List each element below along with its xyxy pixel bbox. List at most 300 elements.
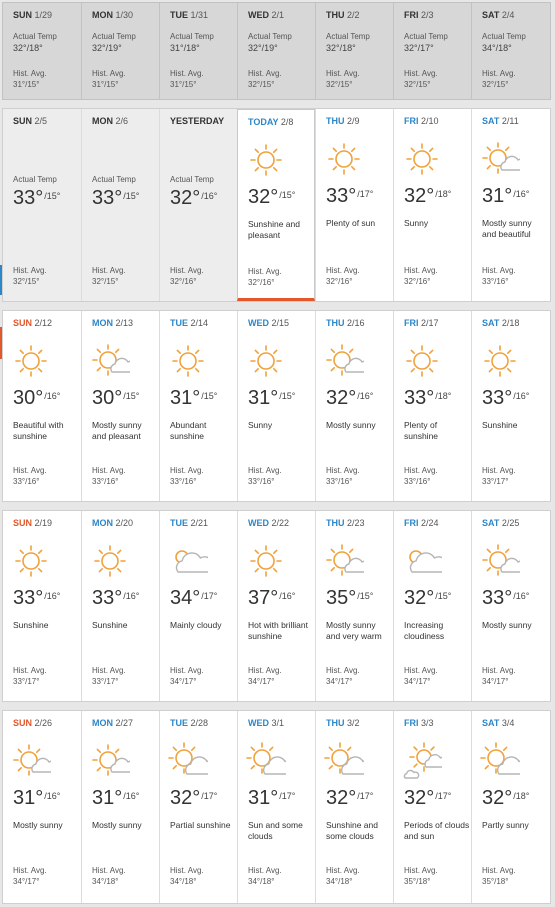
day-cell[interactable] xyxy=(81,3,159,99)
hist-avg-label: Hist. Avg. xyxy=(13,266,47,275)
low-temp: /16° xyxy=(513,591,530,601)
forecast-description: Partly sunny xyxy=(482,820,529,830)
hist-avg-value: 34°/17° xyxy=(404,677,431,686)
day-name: THU xyxy=(326,10,345,20)
day-date: 2/4 xyxy=(501,10,515,20)
hist-avg-label: Hist. Avg. xyxy=(326,666,360,675)
sun-icon xyxy=(11,541,51,581)
mostly-cloudy-icon xyxy=(168,541,208,581)
day-cell[interactable] xyxy=(471,311,550,501)
high-temp: 32° xyxy=(404,185,435,207)
day-cell[interactable] xyxy=(471,3,550,99)
day-cell[interactable] xyxy=(159,311,237,501)
low-temp: /15° xyxy=(201,391,218,401)
hist-avg-label: Hist. Avg. xyxy=(92,666,126,675)
forecast-description: Mostly sunny and very warm xyxy=(326,620,382,641)
mostly-sunny-icon xyxy=(324,341,364,381)
high-temp: 31° xyxy=(92,787,123,809)
high-temp: 33° xyxy=(482,387,513,409)
high-temp: 33° xyxy=(326,185,357,207)
hist-avg-label: Hist. Avg. xyxy=(92,266,126,275)
day-cell[interactable] xyxy=(315,109,393,301)
week-row-1 xyxy=(2,2,551,100)
week-row-5 xyxy=(2,710,551,904)
hist-avg-value: 31°/15° xyxy=(13,80,40,89)
low-temp: /18° xyxy=(435,391,452,401)
high-temp: 35° xyxy=(326,587,357,609)
day-cell[interactable] xyxy=(159,511,237,701)
day-date: 2/16 xyxy=(347,318,365,328)
hist-avg-label: Hist. Avg. xyxy=(404,666,438,675)
low-temp: /17° xyxy=(357,791,374,801)
high-temp: 31° xyxy=(13,787,44,809)
low-temp: /15° xyxy=(279,391,296,401)
actual-temp-label: Actual Temp xyxy=(170,175,214,184)
day-date: 2/1 xyxy=(271,10,285,20)
forecast-description: Hot with brilliant sunshine xyxy=(248,620,308,641)
day-cell[interactable] xyxy=(315,511,393,701)
day-date: 2/18 xyxy=(501,318,520,328)
actual-temp-label: Actual Temp xyxy=(326,32,370,41)
day-date: 2/13 xyxy=(115,318,134,328)
actual-temp-label: Actual Temp xyxy=(482,32,526,41)
hist-avg-label: Hist. Avg. xyxy=(13,69,47,78)
day-date: 2/12 xyxy=(34,318,53,328)
hist-avg-value: 34°/17° xyxy=(170,677,197,686)
sun-icon xyxy=(168,341,208,381)
hist-avg-value: 33°/16° xyxy=(248,477,275,486)
day-date: 2/25 xyxy=(501,518,520,528)
day-date: 2/19 xyxy=(34,518,53,528)
day-date: 3/2 xyxy=(347,718,360,728)
high-temp: 31° xyxy=(482,185,513,207)
day-cell[interactable] xyxy=(393,109,471,301)
day-name: SUN xyxy=(13,718,33,728)
low-temp: /15° xyxy=(357,591,374,601)
day-cell[interactable] xyxy=(393,311,471,501)
hist-avg-value: 32°/15° xyxy=(404,80,431,89)
high-temp: 37° xyxy=(248,587,279,609)
partly-sunny-icon xyxy=(480,741,520,781)
day-date: 1/29 xyxy=(34,10,53,20)
low-temp: /16° xyxy=(44,591,61,601)
hist-avg-label: Hist. Avg. xyxy=(248,866,282,875)
hist-avg-label: Hist. Avg. xyxy=(404,69,438,78)
sun-icon xyxy=(480,341,520,381)
day-date: 2/2 xyxy=(347,10,360,20)
hist-avg-label: Hist. Avg. xyxy=(326,466,360,475)
day-name: SAT xyxy=(482,116,500,126)
hist-avg-value: 33°/16° xyxy=(404,477,431,486)
high-temp: 32° xyxy=(170,787,201,809)
actual-temp-label: Actual Temp xyxy=(248,32,292,41)
day-name: SUN xyxy=(13,116,33,126)
day-cell[interactable] xyxy=(3,511,81,701)
day-cell[interactable] xyxy=(81,311,159,501)
actual-temp-label: Actual Temp xyxy=(404,32,448,41)
hist-avg-value: 35°/18° xyxy=(482,877,509,886)
day-date: 2/21 xyxy=(190,518,209,528)
day-cell[interactable] xyxy=(471,711,550,903)
high-temp: 31° xyxy=(248,387,279,409)
hist-avg-label: Hist. Avg. xyxy=(92,69,126,78)
day-name: THU xyxy=(326,718,345,728)
mostly-sunny-icon xyxy=(11,741,51,781)
actual-temp-label: Actual Temp xyxy=(170,32,214,41)
forecast-description: Periods of clouds and sun xyxy=(404,820,470,841)
day-cell[interactable] xyxy=(315,3,393,99)
low-temp: /15° xyxy=(123,191,140,201)
high-temp: 33° xyxy=(13,587,44,609)
hist-avg-label: Hist. Avg. xyxy=(248,466,282,475)
low-temp: /16° xyxy=(279,591,296,601)
hist-avg-value: 31°/15° xyxy=(92,80,119,89)
day-date: 2/3 xyxy=(421,10,434,20)
high-temp: 31° xyxy=(170,387,201,409)
forecast-description: Abundant sunshine xyxy=(170,420,207,441)
day-cell[interactable] xyxy=(3,109,81,301)
forecast-description: Mostly sunny xyxy=(92,820,142,830)
sun-icon xyxy=(402,341,442,381)
partly-sunny-icon xyxy=(324,741,364,781)
high-temp: 32° xyxy=(326,787,357,809)
forecast-description: Mostly sunny xyxy=(326,420,376,430)
week-row-4 xyxy=(2,510,551,702)
day-name: WED xyxy=(248,318,269,328)
day-cell[interactable] xyxy=(471,511,550,701)
hist-avg-label: Hist. Avg. xyxy=(482,866,516,875)
forecast-description: Mostly sunny and beautiful xyxy=(482,218,532,239)
hist-avg-value: 32°/16° xyxy=(248,278,275,287)
day-name: TUE xyxy=(170,718,188,728)
hist-avg-label: Hist. Avg. xyxy=(482,666,516,675)
hist-avg-value: 34°/18° xyxy=(326,877,353,886)
day-cell[interactable] xyxy=(471,109,550,301)
day-name: FRI xyxy=(404,518,419,528)
day-date: 2/26 xyxy=(34,718,53,728)
forecast-description: Sunshine xyxy=(92,620,128,630)
day-date: 1/30 xyxy=(115,10,134,20)
day-cell[interactable] xyxy=(393,711,471,903)
forecast-description: Sunshine xyxy=(482,420,518,430)
day-name: TUE xyxy=(170,10,188,20)
sun-icon xyxy=(11,341,51,381)
hist-avg-label: Hist. Avg. xyxy=(13,466,47,475)
hist-avg-value: 33°/16° xyxy=(482,277,509,286)
day-cell[interactable] xyxy=(315,711,393,903)
day-cell[interactable] xyxy=(3,3,81,99)
high-temp: 30° xyxy=(13,387,44,409)
day-cell[interactable] xyxy=(81,511,159,701)
hist-avg-label: Hist. Avg. xyxy=(170,866,204,875)
sun-icon xyxy=(246,341,286,381)
hist-avg-value: 32°/15° xyxy=(248,80,275,89)
low-temp: /16° xyxy=(513,189,530,199)
forecast-description: Mostly sunny xyxy=(13,820,63,830)
day-name: THU xyxy=(326,318,345,328)
low-temp: /17° xyxy=(357,189,374,199)
hist-avg-value: 32°/15° xyxy=(326,80,353,89)
day-date: 3/3 xyxy=(421,718,434,728)
day-name: WED xyxy=(248,718,269,728)
low-temp: /16° xyxy=(44,791,61,801)
hist-avg-value: 32°/16° xyxy=(170,277,197,286)
mostly-cloudy-icon xyxy=(402,541,442,581)
hist-avg-value: 33°/16° xyxy=(170,477,197,486)
day-name: SAT xyxy=(482,518,500,528)
day-name: MON xyxy=(92,116,113,126)
hist-avg-label: Hist. Avg. xyxy=(326,266,360,275)
hist-avg-value: 33°/16° xyxy=(326,477,353,486)
day-cell[interactable] xyxy=(393,3,471,99)
hist-avg-label: Hist. Avg. xyxy=(13,666,47,675)
sun-icon xyxy=(246,541,286,581)
forecast-description: Sunshine and pleasant xyxy=(248,219,300,240)
mostly-sunny-icon xyxy=(90,341,130,381)
hist-avg-value: 34°/17° xyxy=(482,677,509,686)
day-name: WED xyxy=(248,518,269,528)
day-cell[interactable] xyxy=(159,3,237,99)
day-cell[interactable] xyxy=(3,711,81,903)
hist-avg-label: Hist. Avg. xyxy=(404,466,438,475)
day-name: MON xyxy=(92,318,113,328)
day-date: 2/28 xyxy=(190,718,209,728)
forecast-description: Mostly sunny and pleasant xyxy=(92,420,142,441)
day-name: SAT xyxy=(482,10,500,20)
low-temp: /15° xyxy=(435,591,452,601)
hist-avg-value: 34°/18° xyxy=(170,877,197,886)
high-temp: 33° xyxy=(404,387,435,409)
day-name: FRI xyxy=(404,10,419,20)
day-cell[interactable] xyxy=(237,311,315,501)
hist-avg-value: 34°/17° xyxy=(326,677,353,686)
hist-avg-value: 34°/17° xyxy=(13,877,40,886)
day-date: 2/8 xyxy=(280,117,294,127)
hist-avg-label: Hist. Avg. xyxy=(170,69,204,78)
high-temp: 32° xyxy=(404,587,435,609)
high-temp: 32° xyxy=(248,186,279,208)
day-name: FRI xyxy=(404,318,419,328)
forecast-description: Partial sunshine xyxy=(170,820,231,830)
hist-avg-label: Hist. Avg. xyxy=(482,266,516,275)
sun-icon xyxy=(246,140,286,180)
forecast-description: Sunshine and some clouds xyxy=(326,820,378,841)
actual-temp: 32°/19° xyxy=(92,43,122,53)
high-temp: 32° xyxy=(482,787,513,809)
week-row-2 xyxy=(2,108,551,302)
forecast-description: Plenty of sun xyxy=(326,218,376,228)
mostly-sunny-icon xyxy=(480,541,520,581)
day-date: 2/14 xyxy=(190,318,209,328)
high-temp: 33° xyxy=(92,187,123,209)
day-date: 2/9 xyxy=(347,116,360,126)
day-cell[interactable] xyxy=(237,711,315,903)
day-name: TUE xyxy=(170,318,188,328)
day-date: 2/24 xyxy=(421,518,439,528)
hist-avg-label: Hist. Avg. xyxy=(482,69,516,78)
day-date: 2/20 xyxy=(115,518,134,528)
low-temp: /18° xyxy=(513,791,530,801)
hist-avg-label: Hist. Avg. xyxy=(404,266,438,275)
hist-avg-value: 32°/15° xyxy=(482,80,509,89)
high-temp: 33° xyxy=(13,187,44,209)
hist-avg-value: 32°/16° xyxy=(326,277,353,286)
low-temp: /16° xyxy=(123,791,140,801)
low-temp: /16° xyxy=(123,591,140,601)
low-temp: /15° xyxy=(44,191,61,201)
hist-avg-value: 33°/17° xyxy=(92,677,119,686)
day-date: 2/15 xyxy=(271,318,290,328)
day-date: 2/10 xyxy=(421,116,439,126)
hist-avg-label: Hist. Avg. xyxy=(326,69,360,78)
day-name: WED xyxy=(248,10,269,20)
forecast-description: Sunshine xyxy=(13,620,49,630)
actual-temp: 34°/18° xyxy=(482,43,512,53)
low-temp: /17° xyxy=(201,591,218,601)
hist-avg-value: 35°/18° xyxy=(404,877,431,886)
actual-temp: 31°/18° xyxy=(170,43,200,53)
low-temp: /17° xyxy=(201,791,218,801)
hist-avg-label: Hist. Avg. xyxy=(170,466,204,475)
day-name: SAT xyxy=(482,718,500,728)
hist-avg-label: Hist. Avg. xyxy=(248,267,282,276)
mostly-sunny-icon xyxy=(90,741,130,781)
actual-temp-label: Actual Temp xyxy=(92,175,136,184)
forecast-description: Mostly sunny xyxy=(482,620,532,630)
hist-avg-value: 32°/15° xyxy=(92,277,119,286)
actual-temp-label: Actual Temp xyxy=(92,32,136,41)
day-name: MON xyxy=(92,718,113,728)
partly-sunny-icon xyxy=(246,741,286,781)
day-name: TODAY xyxy=(248,117,279,127)
day-name: FRI xyxy=(404,116,419,126)
high-temp: 33° xyxy=(482,587,513,609)
forecast-description: Sunny xyxy=(248,420,273,430)
mostly-sunny-icon xyxy=(480,139,520,179)
day-cell[interactable] xyxy=(237,511,315,701)
low-temp: /17° xyxy=(279,791,296,801)
high-temp: 32° xyxy=(404,787,435,809)
day-date: 2/11 xyxy=(501,116,519,126)
hist-avg-value: 34°/18° xyxy=(248,877,275,886)
forecast-description: Mainly cloudy xyxy=(170,620,222,630)
hist-avg-label: Hist. Avg. xyxy=(92,866,126,875)
day-cell[interactable] xyxy=(159,109,237,301)
hist-avg-value: 32°/16° xyxy=(404,277,431,286)
low-temp: /16° xyxy=(44,391,61,401)
hist-avg-label: Hist. Avg. xyxy=(170,666,204,675)
hist-avg-label: Hist. Avg. xyxy=(13,866,47,875)
day-name: SUN xyxy=(13,10,33,20)
low-temp: /16° xyxy=(357,391,374,401)
forecast-description: Beautiful with sunshine xyxy=(13,420,64,441)
day-date: 2/6 xyxy=(115,116,129,126)
high-temp: 33° xyxy=(92,587,123,609)
mostly-sunny-icon xyxy=(324,541,364,581)
low-temp: /18° xyxy=(435,189,452,199)
day-name: MON xyxy=(92,518,113,528)
hist-avg-value: 31°/15° xyxy=(170,80,197,89)
hist-avg-value: 34°/17° xyxy=(248,677,275,686)
day-cell[interactable] xyxy=(315,311,393,501)
day-name: FRI xyxy=(404,718,419,728)
hist-avg-label: Hist. Avg. xyxy=(326,866,360,875)
high-temp: 30° xyxy=(92,387,123,409)
day-cell[interactable] xyxy=(81,711,159,903)
hist-avg-value: 33°/17° xyxy=(482,477,509,486)
sun-icon xyxy=(402,139,442,179)
day-date: 2/27 xyxy=(115,718,134,728)
day-cell[interactable] xyxy=(393,511,471,701)
hist-avg-label: Hist. Avg. xyxy=(248,666,282,675)
hist-avg-value: 34°/18° xyxy=(92,877,119,886)
day-date: 2/5 xyxy=(34,116,48,126)
forecast-description: Sun and some clouds xyxy=(248,820,303,841)
day-cell[interactable] xyxy=(159,711,237,903)
day-date: 2/22 xyxy=(271,518,290,528)
low-temp: /17° xyxy=(435,791,452,801)
day-name: MON xyxy=(92,10,113,20)
actual-temp: 32°/19° xyxy=(248,43,278,53)
day-date: 3/1 xyxy=(271,718,285,728)
day-cell[interactable] xyxy=(3,311,81,501)
sun-icon xyxy=(324,139,364,179)
high-temp: 32° xyxy=(326,387,357,409)
hist-avg-label: Hist. Avg. xyxy=(170,266,204,275)
hist-avg-value: 32°/15° xyxy=(13,277,40,286)
day-date: 2/17 xyxy=(421,318,439,328)
forecast-description: Increasing cloudiness xyxy=(404,620,445,641)
day-name: SUN xyxy=(13,318,33,328)
hist-avg-value: 33°/16° xyxy=(92,477,119,486)
hist-avg-label: Hist. Avg. xyxy=(482,466,516,475)
day-cell-today[interactable] xyxy=(237,109,315,301)
forecast-description: Sunny xyxy=(404,218,429,228)
day-name: YESTERDAY xyxy=(170,116,225,126)
day-cell[interactable] xyxy=(81,109,159,301)
day-date: 1/31 xyxy=(190,10,209,20)
day-name: TUE xyxy=(170,518,188,528)
day-name: THU xyxy=(326,518,345,528)
actual-temp-label: Actual Temp xyxy=(13,32,57,41)
hist-avg-value: 33°/16° xyxy=(13,477,40,486)
sun-clouds-icon xyxy=(402,741,442,781)
high-temp: 31° xyxy=(248,787,279,809)
hist-avg-value: 33°/17° xyxy=(13,677,40,686)
high-temp: 34° xyxy=(170,587,201,609)
low-temp: /16° xyxy=(513,391,530,401)
week-row-3 xyxy=(2,310,551,502)
hist-avg-label: Hist. Avg. xyxy=(92,466,126,475)
day-date: 2/23 xyxy=(347,518,365,528)
sun-icon xyxy=(90,541,130,581)
actual-temp-label: Actual Temp xyxy=(13,175,57,184)
actual-temp: 32°/17° xyxy=(404,43,434,53)
hist-avg-label: Hist. Avg. xyxy=(248,69,282,78)
day-name: THU xyxy=(326,116,345,126)
actual-temp: 32°/18° xyxy=(13,43,43,53)
high-temp: 32° xyxy=(170,187,201,209)
day-name: SAT xyxy=(482,318,500,328)
forecast-description: Plenty of sunshine xyxy=(404,420,439,441)
day-cell[interactable] xyxy=(237,3,315,99)
low-temp: /15° xyxy=(279,190,296,200)
low-temp: /15° xyxy=(123,391,140,401)
day-date: 3/4 xyxy=(501,718,515,728)
day-name: SUN xyxy=(13,518,33,528)
partly-sunny-icon xyxy=(168,741,208,781)
actual-temp: 32°/18° xyxy=(326,43,356,53)
